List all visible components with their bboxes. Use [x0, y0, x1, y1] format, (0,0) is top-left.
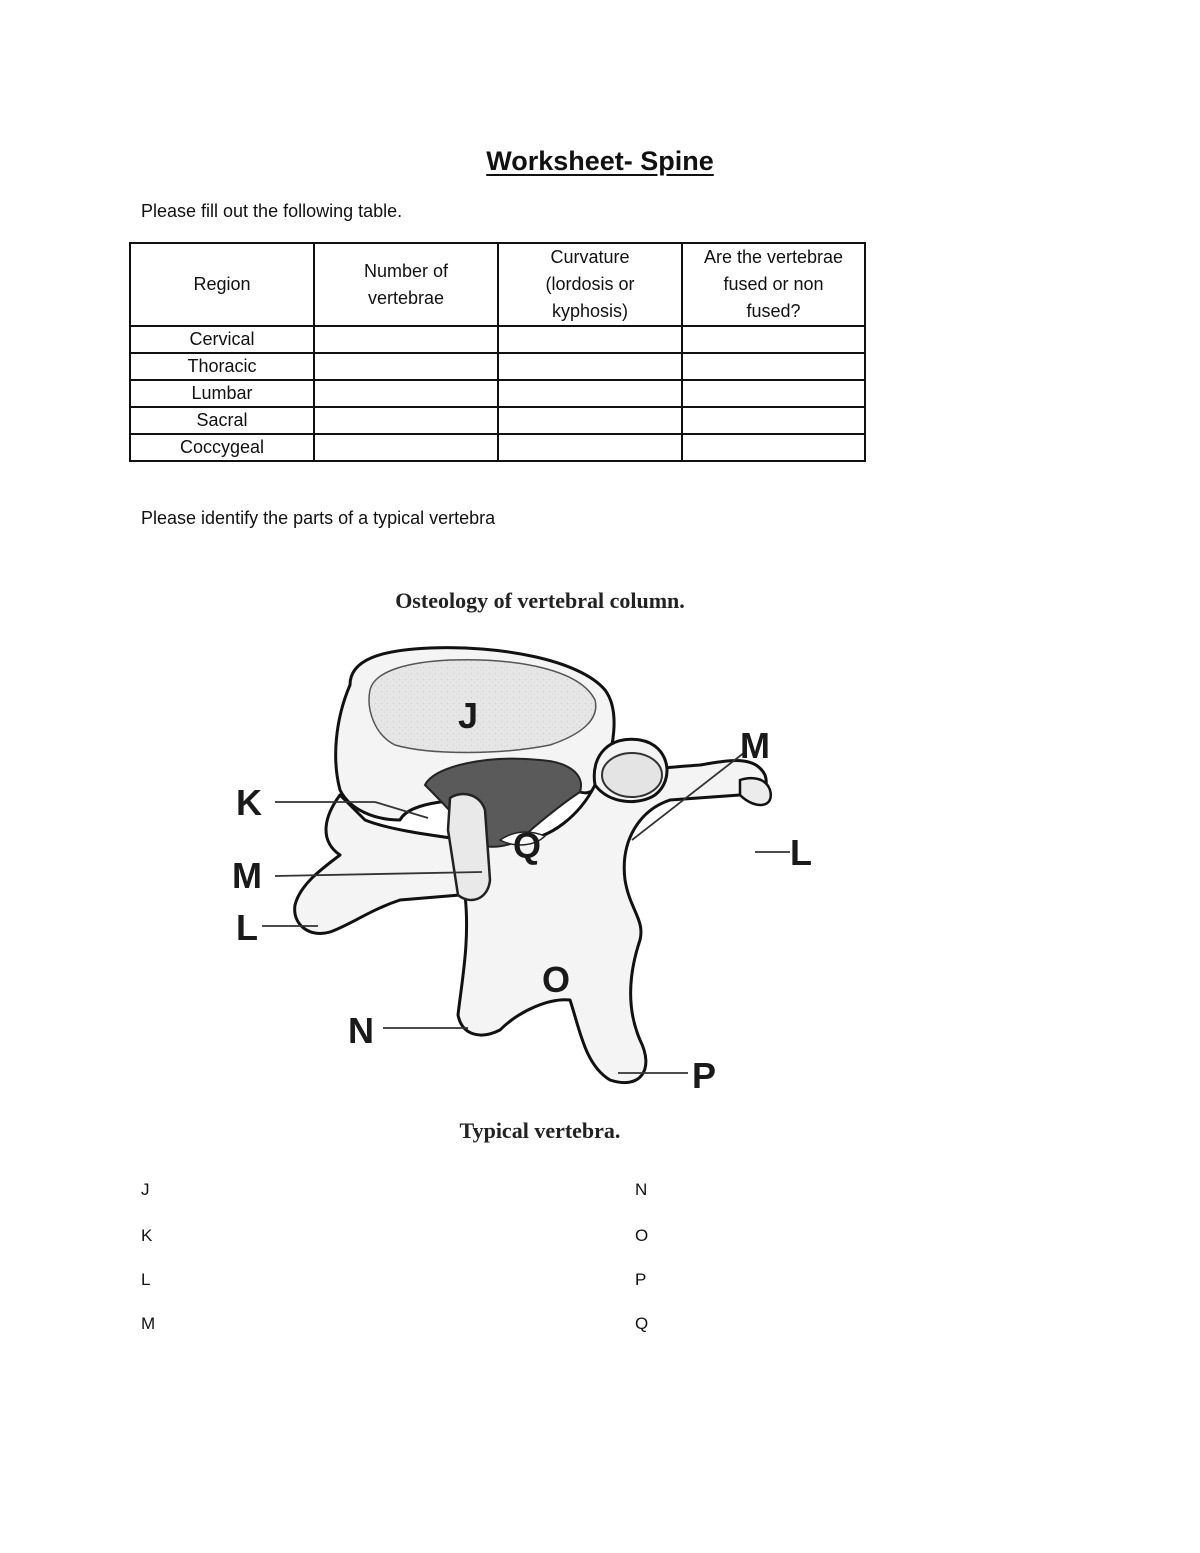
answer-cell[interactable]	[314, 407, 498, 434]
worksheet-title: Worksheet- Spine	[486, 146, 714, 176]
label-l-right: L	[790, 832, 812, 873]
answer-cell[interactable]	[682, 380, 865, 407]
answer-cell[interactable]	[498, 434, 682, 461]
spine-table	[129, 242, 866, 462]
table-row	[130, 353, 865, 380]
table-row	[130, 434, 865, 461]
vertebra-instruction: Please identify the parts of a typical vertebra	[141, 508, 496, 528]
answer-cell[interactable]	[314, 380, 498, 407]
answer-cell[interactable]	[498, 380, 682, 407]
table-instruction: Please fill out the following table.	[141, 201, 403, 221]
vertebra-figure	[200, 540, 880, 1160]
answer-label-p: P	[635, 1270, 647, 1289]
label-n: N	[348, 1010, 374, 1051]
answer-label-l: L	[141, 1270, 151, 1289]
table-row	[130, 407, 865, 434]
label-k: K	[236, 782, 262, 823]
answer-cell[interactable]	[314, 326, 498, 353]
answer-label-o: O	[635, 1226, 649, 1245]
answer-cell[interactable]	[498, 353, 682, 380]
answer-label-n: N	[635, 1180, 648, 1199]
answer-label-k: K	[141, 1226, 153, 1245]
region-cell: Coccygeal	[130, 434, 314, 461]
figure-caption: Typical vertebra.	[459, 1118, 621, 1143]
label-p: P	[692, 1055, 717, 1096]
answer-cell[interactable]	[682, 353, 865, 380]
label-q: Q	[513, 825, 542, 866]
header-curvature: Curvature (lordosis or kyphosis)	[498, 243, 682, 326]
body-surface-shape	[369, 660, 596, 753]
header-region: Region	[130, 243, 314, 326]
label-j: J	[458, 695, 479, 736]
table-row	[130, 326, 865, 353]
answer-cell[interactable]	[682, 326, 865, 353]
answer-label-q: Q	[635, 1314, 649, 1333]
header-fused: Are the vertebrae fused or non fused?	[682, 243, 865, 326]
answer-label-j: J	[141, 1180, 150, 1199]
answer-label-m: M	[141, 1314, 156, 1333]
region-cell: Lumbar	[130, 380, 314, 407]
figure-title: Osteology of vertebral column.	[395, 588, 685, 613]
answer-cell[interactable]	[498, 407, 682, 434]
region-cell: Thoracic	[130, 353, 314, 380]
label-m-right: M	[740, 725, 770, 766]
region-cell: Cervical	[130, 326, 314, 353]
label-l-left: L	[236, 907, 258, 948]
answer-cell[interactable]	[682, 434, 865, 461]
table-row	[130, 380, 865, 407]
label-o: O	[542, 959, 571, 1000]
answer-cell[interactable]	[314, 434, 498, 461]
table-header-row	[130, 243, 865, 326]
answer-cell[interactable]	[682, 407, 865, 434]
right-facet-shape	[602, 753, 662, 797]
region-cell: Sacral	[130, 407, 314, 434]
label-m-left: M	[232, 855, 262, 896]
answer-cell[interactable]	[314, 353, 498, 380]
answer-cell[interactable]	[498, 326, 682, 353]
vertebra-illustration	[200, 540, 880, 1100]
header-number-of-vertebrae: Number of vertebrae	[314, 243, 498, 326]
